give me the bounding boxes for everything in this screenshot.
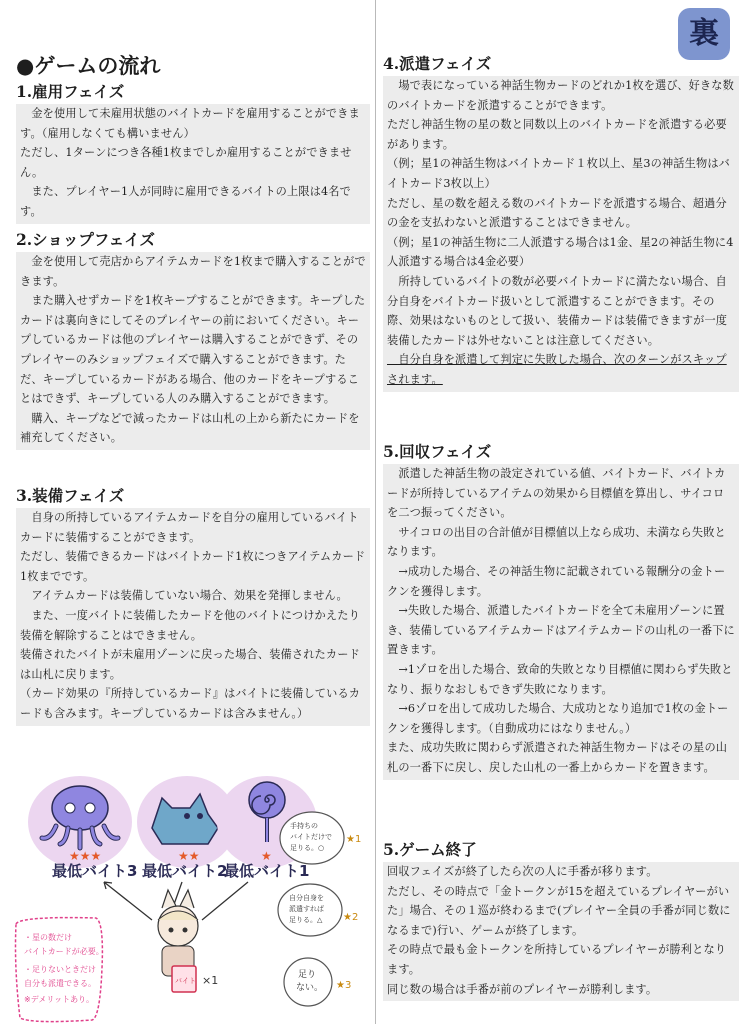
section-heading: 4.派遣フェイズ — [383, 54, 492, 73]
paragraph: 装備されたバイトが未雇用ゾーンに戻った場合、装備されたカードは山札に戻ります。 — [20, 648, 360, 681]
section-body — [16, 252, 370, 450]
paragraph: ただし、星の数を超える数のバイトカードを派遣する場合、超過分の金を支払わないと派遣することはできません。 — [387, 196, 727, 230]
paragraph: 場で表になっている神話生物カードのどれか1枚を選び、好きな数のバイトカードを派遣することができます。 — [387, 79, 734, 112]
paragraph: 購入、キープなどで減ったカードは山札の上から新たにカードを補充してください。 — [20, 411, 360, 445]
paragraph: 金を使用して売店からアイテムカードを1枚まで購入することができます。 — [20, 255, 366, 288]
paragraph: その時点で最も金トークンを所持しているプレイヤーが勝利となります。 — [387, 943, 727, 976]
star-rating-3: ★★★ — [69, 849, 102, 863]
paragraph: →成功した場合、その神話生物に記載されている報酬分の金トークンを獲得します。 — [387, 564, 726, 598]
bubble-1 — [280, 812, 361, 864]
arrow-icon — [104, 882, 152, 920]
paragraph: 金を使用して未雇用状態のバイトカードを雇用することができます。（雇用しなくても構いません） — [20, 107, 360, 140]
paragraph: →失敗した場合、派遣したバイトカードを全て未雇用ゾーンに置き、装備しているアイテムカードはアイテムカードの山札の一番下に置きます。 — [387, 604, 735, 657]
bubble-text: ない。 — [296, 983, 324, 993]
section-body — [383, 76, 739, 392]
section-equip — [16, 486, 370, 726]
page-side-badge: 裏 — [678, 8, 730, 60]
paragraph: アイテムカードは装備していない場合、効果を発揮しません。 — [20, 589, 348, 603]
star-rating-2: ★★ — [178, 849, 200, 863]
bubble-text: 足りる。△ — [289, 916, 323, 924]
note-text: 自分も派遣できる。 — [24, 979, 96, 988]
paragraph: →6ゾロを出して成功した場合、大成功となり追加で1枚の金トークンを獲得します。（自動成功にはなりません。） — [387, 702, 729, 735]
paragraph: サイコロの出目の合計値が目標値以上なら成功、未満なら失敗となります。 — [387, 525, 726, 559]
illustration-svg — [12, 770, 367, 1024]
main-title: ●ゲームの流れ — [16, 53, 161, 78]
bubble-3 — [284, 958, 351, 1006]
bubble-2 — [278, 884, 358, 936]
rules-illustration — [12, 770, 367, 1024]
section-dispatch — [383, 54, 739, 392]
section-heading: 1.雇用フェイズ — [16, 82, 125, 101]
paragraph: 同じ数の場合は手番が前のプレイヤーが勝利します。 — [387, 982, 658, 996]
paragraph: ただし、装備できるカードはバイトカード1枚につきアイテムカード1枚までです。 — [20, 550, 366, 583]
note-text: バイトカードが必要。 — [24, 947, 104, 956]
bubble-text: 派遣すれば — [289, 905, 324, 913]
paragraph: また、成功失敗に関わらず派遣された神話生物カードはその星の山札の一番下に戻し、戻した山札の一番上からカードを置きます。 — [387, 741, 728, 774]
paragraph: →1ゾロを出した場合、致命的失敗となり目標値に関わらず失敗となり、振りなおしもできず失敗になります。 — [387, 662, 733, 696]
paragraph: （例；星1の神話生物に二人派遣する場合は1金、星2の神話生物に4人派遣する場合は4金必要） — [387, 235, 734, 269]
bubble-mark: ★2 — [343, 912, 359, 923]
bubble-mark: ★3 — [336, 980, 352, 991]
handwritten-note — [16, 918, 104, 1022]
section-body — [383, 464, 739, 780]
paragraph: また、一度バイトに装備したカードを他のバイトにつけかえたり装備を解除することはできません。 — [20, 608, 360, 642]
section-shop — [16, 230, 370, 450]
paragraph: また、プレイヤー1人が同時に雇用できるバイトの上限は4名です。 — [20, 185, 351, 218]
creature-label: 最低バイト3 — [52, 862, 138, 880]
bubble-text: バイトだけで — [290, 833, 332, 841]
note-text: ・足りないときだけ — [24, 965, 96, 974]
paragraph: 回収フェイズが終了したら次の人に手番が移ります。 — [387, 865, 658, 878]
bubble-text: 足り — [298, 970, 317, 980]
section-body — [383, 862, 739, 1001]
paragraph: 所持しているバイトの数が必要バイトカードに満たない場合、自分自身をバイトカード扱いとして派遣することができます。その際、効果はないものとして扱い、装備カードは装備できますが一度装備したカードは外せないことは注意してください。 — [387, 274, 728, 347]
creature-label: 最低バイト1 — [224, 862, 310, 880]
section-body — [16, 508, 370, 726]
section-heading: 3.装備フェイズ — [16, 486, 125, 505]
section-heading: 5.ゲーム終了 — [383, 840, 477, 859]
paragraph: 派遣した神話生物の設定されている値、バイトカード、バイトカードが所持しているアイテムの効果から目標値を算出し、サイコロを二つ振ってください。 — [387, 467, 726, 520]
paragraph: ただし、1ターンにつき各種1枚までしか雇用することができません。 — [20, 146, 352, 179]
bubble-mark: ★1 — [346, 834, 362, 845]
paragraph: ただし神話生物の星の数と同数以上のバイトカードを派遣する必要があります。 — [387, 118, 727, 151]
bubble-text: 足りる。○ — [290, 844, 325, 852]
star-rating-1: ★ — [261, 849, 272, 863]
card-count: ×1 — [202, 974, 219, 987]
underlined-note: 自分自身を派遣して判定に失敗した場合、次のターンがスキップされます。 — [387, 353, 727, 386]
note-text: ※デメリットあり。 — [24, 995, 95, 1004]
section-heading: 2.ショップフェイズ — [16, 230, 155, 249]
card-label: バイト — [175, 977, 196, 985]
paragraph: また購入せずカードを1枚キープすることができます。キープしたカードは裏向きにしてそのプレイヤーの前においてください。キープしているカードは他のプレイヤーは購入することができず、そのプレイヤーのみショップフェイズで購入することができます。ただ、キープしているカードがある場合、他のカードをキープすることはできず、キープしている人のみ購入することができます。 — [20, 294, 366, 406]
bubble-text: 自分自身を — [289, 894, 324, 902]
arrow-icon — [202, 882, 248, 920]
section-collect — [383, 442, 739, 780]
section-game-end — [383, 840, 739, 1001]
paragraph: ただし、その時点で「金トークンが15を超えているプレイヤーがいた」場合、その１巡が終わるまで(プレイヤー全員の手番が同じ数になるまで)行い、ゲームが終了します。 — [387, 884, 731, 937]
section-body — [16, 104, 370, 224]
section-hire — [16, 82, 370, 224]
paragraph: （カード効果の『所持しているカード』はバイトに装備しているカードも含みます。キープしているカードは含みません。） — [20, 687, 361, 720]
column-divider — [375, 0, 376, 1024]
paragraph: 自身の所持しているアイテムカードを自分の雇用しているバイトカードに装備することができます。 — [20, 511, 359, 544]
section-heading: 5.回収フェイズ — [383, 442, 492, 461]
note-text: ・星の数だけ — [24, 933, 72, 942]
bubble-text: 手持ちの — [290, 822, 318, 830]
paragraph: （例；星1の神話生物はバイトカード１枚以上、星3の神話生物はバイトカード3枚以上） — [387, 157, 730, 190]
creature-label: 最低バイト2 — [142, 862, 228, 880]
